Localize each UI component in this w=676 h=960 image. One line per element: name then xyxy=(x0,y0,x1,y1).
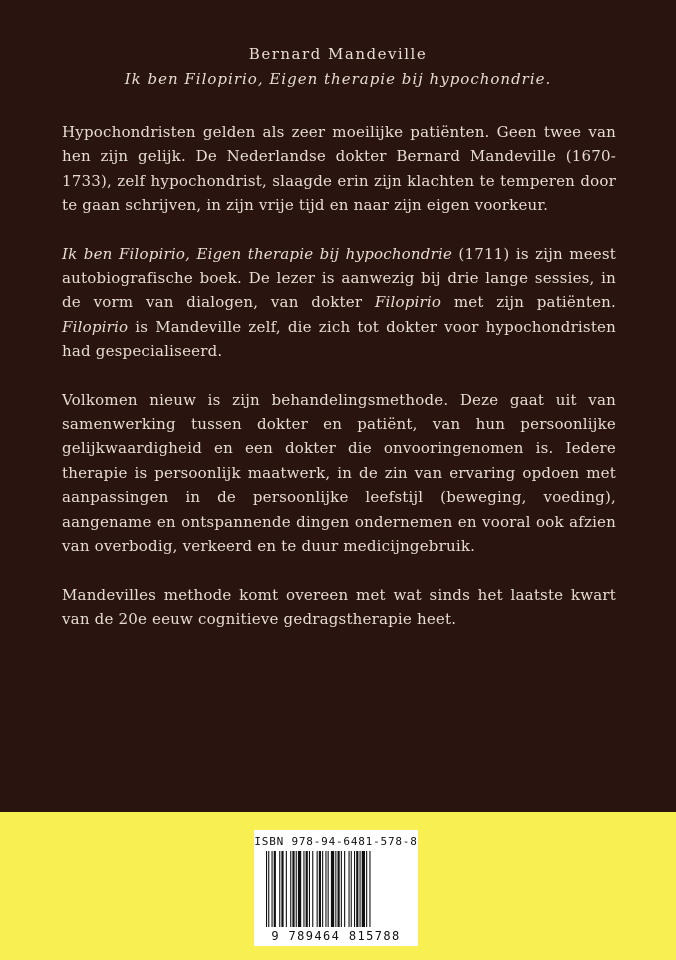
barcode-bar xyxy=(306,851,308,927)
blurb-paragraph-3: Volkomen nieuw is zijn behandelingsmethode. Deze gaat uit van samenwerking tussen dokter en patiënt, van hun persoonlijke gelijkwaardigheid en een dokter die onvooringenomen is. Iedere therapie is persoonlijk maatwerk, in de zin van ervaring opdoen met aanpassingen in de persoonlijke leefstijl (beweging, voeding), aangename en ontspannende dingen ondernemen en vooral ook afzien van overbodig, verkeerd en te duur medicijngebruik. xyxy=(62,390,616,556)
barcode-bar xyxy=(281,851,283,927)
barcode-bar xyxy=(286,851,287,927)
filopirio-name: Filopirio xyxy=(62,317,129,336)
barcode-digits: 9 789464 815788 xyxy=(271,929,401,943)
blurb-paragraph-4: Mandevilles methode komt overeen met wat sinds het laatste kwart van de 20e eeuw cognitieve gedragstherapie heet. xyxy=(62,585,616,628)
barcode-bar xyxy=(298,851,301,927)
book-title-reference: Ik ben Filopirio, Eigen therapie bij hypochondrie xyxy=(62,244,453,263)
barcode-bar xyxy=(319,851,321,927)
barcode-bar xyxy=(325,851,326,927)
blurb-text xyxy=(62,120,616,631)
author-name: Bernard Mandeville xyxy=(248,45,428,63)
barcode-bar xyxy=(331,851,334,927)
isbn-label: ISBN 978-94-6481-578-8 xyxy=(254,835,418,848)
book-subtitle: Ik ben Filopirio, Eigen therapie bij hypochondrie. xyxy=(124,70,552,88)
barcode-bar xyxy=(290,851,291,927)
isbn-barcode xyxy=(254,830,418,946)
barcode-bar xyxy=(266,851,267,927)
barcode-bar xyxy=(268,851,269,927)
barcode-bar xyxy=(366,851,367,927)
blurb-paragraph-2 xyxy=(62,242,616,364)
barcode-bar xyxy=(296,851,297,927)
barcode-bar xyxy=(344,851,345,927)
barcode-bar xyxy=(341,851,342,927)
barcode-bar xyxy=(274,851,276,927)
barcode-bar xyxy=(338,851,340,927)
barcode-bar xyxy=(317,851,318,927)
barcode-bar xyxy=(354,851,355,927)
barcode-bar xyxy=(349,851,350,927)
filopirio-name: Filopirio xyxy=(374,293,442,312)
barcode-bar xyxy=(351,851,352,927)
barcode-bar xyxy=(360,851,361,927)
barcode-bar xyxy=(312,851,313,927)
blurb-paragraph-1: Hypochondristen gelden als zeer moeilijke patiënten. Geen twee van hen zijn gelijk. De Nederlandse dokter Bernard Mandeville (1670-1733), zelf hypochondrist, slaagde erin zijn klachten te temperen door te gaan schrijven, in zijn vrije tijd en naar zijn eigen voorkeur. xyxy=(62,123,616,215)
barcode-bar xyxy=(303,851,304,927)
barcode-bar xyxy=(322,851,323,927)
paragraph-text-segment: (1711) is zijn meest autobiografische boek. De lezer is aanwezig bij drie lange sessies, in de vorm van dialogen, van dokter xyxy=(62,244,616,312)
barcode-bar xyxy=(335,851,336,927)
cover-header xyxy=(0,42,676,92)
paragraph-text-segment: is Mandeville zelf, die zich tot dokter voor hypochondristen had gespecialiseerd. xyxy=(62,317,616,361)
barcode-bars xyxy=(264,851,408,933)
barcode-bar xyxy=(309,851,310,927)
barcode-bar xyxy=(356,851,358,927)
barcode-bar xyxy=(279,851,280,927)
barcode-bar xyxy=(292,851,294,927)
paragraph-text-segment: met zijn patiënten. xyxy=(441,293,616,312)
barcode-bar xyxy=(272,851,273,927)
barcode-bar xyxy=(328,851,329,927)
barcode-bar xyxy=(362,851,365,927)
barcode-bar xyxy=(369,851,370,927)
